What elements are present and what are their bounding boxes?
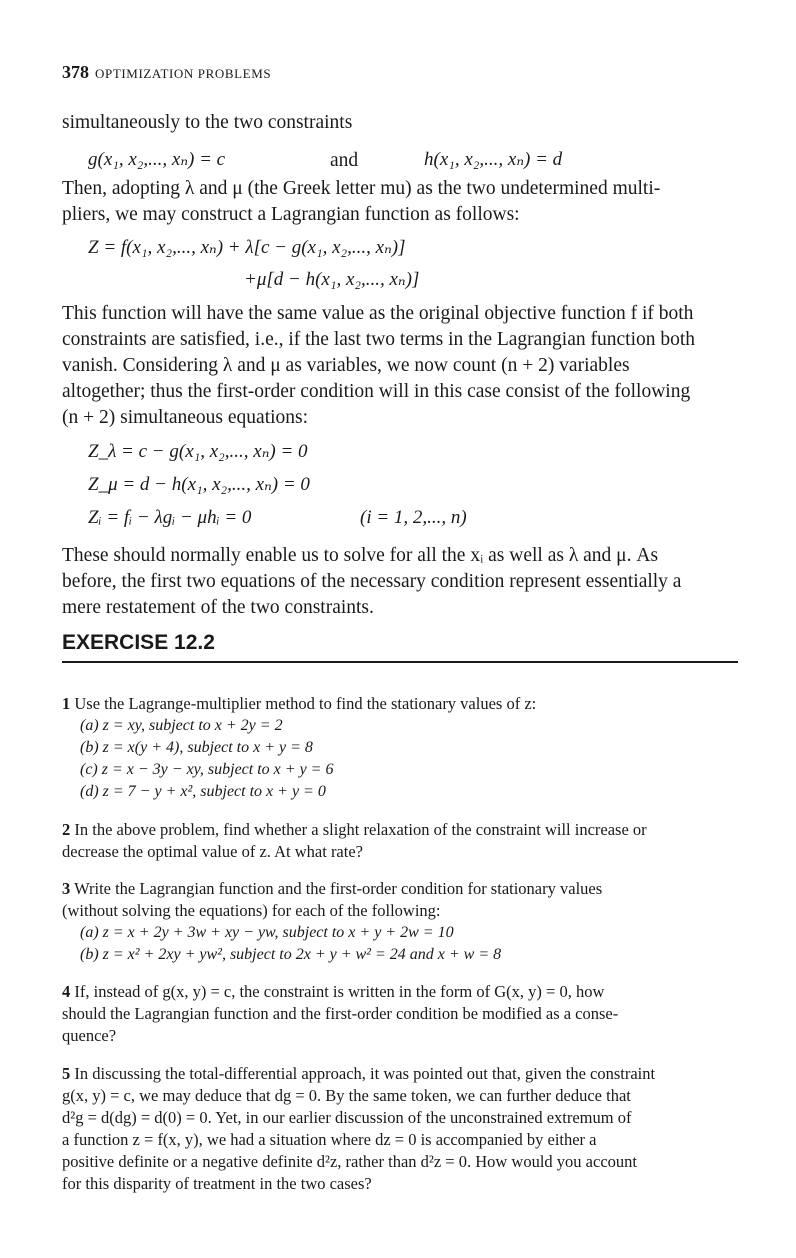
question-text: If, instead of g(x, y) = c, the constraint is written in the form of G(x, y) = 0, how xyxy=(74,982,605,1001)
question-3a: (a) z = x + 2y + 3w + xy − yw, subject to x + y + 2w = 10 xyxy=(80,924,454,941)
running-title: OPTIMIZATION PROBLEMS xyxy=(95,66,272,81)
paragraph-2-line-1: This function will have the same value as the original objective function f if both xyxy=(62,303,694,324)
paragraph-2-line-4: altogether; thus the first-order condition will in this case consist of the following xyxy=(62,381,691,402)
foc-equation-2: Z_μ = d − h(x₁, x₂,..., xₙ) = 0 xyxy=(88,474,310,495)
question-1a: (a) z = xy, subject to x + 2y = 2 xyxy=(80,717,283,734)
question-text: In discussing the total-differential approach, it was pointed out that, given the constraint xyxy=(74,1064,656,1083)
foc-equation-3: Zᵢ = fᵢ − λgᵢ − μhᵢ = 0 xyxy=(88,507,252,528)
question-number: 4 xyxy=(62,982,71,1001)
question-5-line-6: for this disparity of treatment in the two cases? xyxy=(62,1174,372,1193)
lagrangian-line-1: Z = f(x₁, x₂,..., xₙ) + λ[c − g(x₁, x₂,..., xₙ)] xyxy=(88,237,406,258)
paragraph-1-line-1: Then, adopting λ and μ (the Greek letter mu) as the two undetermined multi- xyxy=(62,178,661,199)
exercise-heading: EXERCISE 12.2 xyxy=(62,631,215,654)
question-number: 2 xyxy=(62,820,71,839)
constraint-and: and xyxy=(330,150,359,171)
question-5-line-4: a function z = f(x, y), we had a situation where dz = 0 is accompanied by either a xyxy=(62,1130,597,1149)
page-number: 378 xyxy=(62,62,89,82)
question-4-line-2: should the Lagrangian function and the first-order condition be modified as a conse- xyxy=(62,1004,619,1023)
paragraph-1-line-2: pliers, we may construct a Lagrangian function as follows: xyxy=(62,204,520,225)
constraint-h: h(x₁, x₂,..., xₙ) = d xyxy=(424,149,563,170)
question-5-line-2: g(x, y) = c, we may deduce that dg = 0. By the same token, we can further deduce that xyxy=(62,1086,631,1105)
paragraph-2-line-5: (n + 2) simultaneous equations: xyxy=(62,407,309,428)
question-4-line-3: quence? xyxy=(62,1026,117,1045)
lagrangian-line-2: +μ[d − h(x₁, x₂,..., xₙ)] xyxy=(244,269,420,290)
question-3-line-2: (without solving the equations) for each of the following: xyxy=(62,901,441,920)
question-text: Use the Lagrange-multiplier method to find the stationary values of z: xyxy=(74,694,537,713)
question-number: 1 xyxy=(62,694,71,713)
question-number: 5 xyxy=(62,1064,71,1083)
intro-line: simultaneously to the two constraints xyxy=(62,112,353,133)
paragraph-3-line-1: These should normally enable us to solve for all the xᵢ as well as λ and μ. As xyxy=(62,545,659,566)
foc-equation-1: Z_λ = c − g(x₁, x₂,..., xₙ) = 0 xyxy=(88,441,308,462)
question-number: 3 xyxy=(62,879,71,898)
paragraph-3-line-2: before, the first two equations of the necessary condition represent essentially a xyxy=(62,571,682,592)
question-1c: (c) z = x − 3y − xy, subject to x + y = 6 xyxy=(80,761,334,778)
heading-rule xyxy=(62,661,738,663)
question-5 xyxy=(62,1062,655,1085)
question-5-line-5: positive definite or a negative definite d²z, rather than d²z = 0. How would you account xyxy=(62,1152,637,1171)
paragraph-2-line-3: vanish. Considering λ and μ as variables, we now count (n + 2) variables xyxy=(62,355,630,376)
constraint-g: g(x₁, x₂,..., xₙ) = c xyxy=(88,149,226,170)
question-1b: (b) z = x(y + 4), subject to x + y = 8 xyxy=(80,739,313,756)
question-2 xyxy=(62,818,647,841)
page-header xyxy=(62,62,271,83)
question-2-line-2: decrease the optimal value of z. At what rate? xyxy=(62,842,363,861)
paragraph-2-line-2: constraints are satisfied, i.e., if the last two terms in the Lagrangian function both xyxy=(62,329,696,350)
question-1d: (d) z = 7 − y + x², subject to x + y = 0 xyxy=(80,783,326,800)
foc-index-range: (i = 1, 2,..., n) xyxy=(360,507,467,528)
question-1 xyxy=(62,692,536,715)
question-5-line-3: d²g = d(dg) = d(0) = 0. Yet, in our earlier discussion of the unconstrained extremum of xyxy=(62,1108,632,1127)
paragraph-3-line-3: mere restatement of the two constraints. xyxy=(62,597,374,618)
question-text: In the above problem, find whether a slight relaxation of the constraint will increase or xyxy=(74,820,647,839)
question-text: Write the Lagrangian function and the first-order condition for stationary values xyxy=(74,879,603,898)
question-4 xyxy=(62,980,604,1003)
question-3 xyxy=(62,877,602,900)
question-3b: (b) z = x² + 2xy + yw², subject to 2x + y + w² = 24 and x + w = 8 xyxy=(80,946,502,963)
